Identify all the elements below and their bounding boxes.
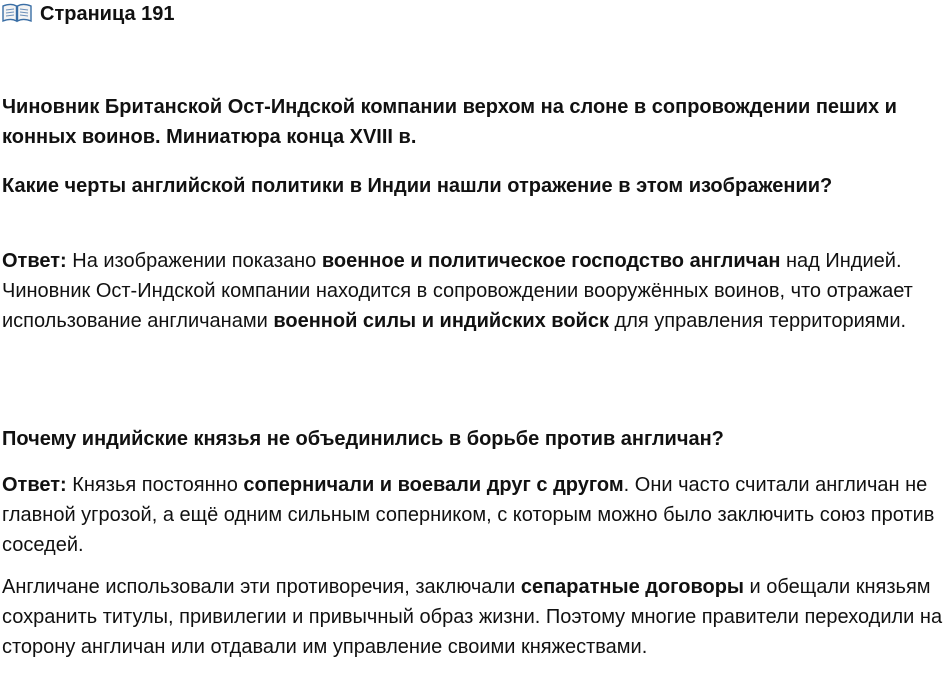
answer-emphasis: военное и политическое господство англичан	[321, 250, 781, 272]
answer-2	[2, 470, 947, 560]
page-header	[2, 0, 947, 28]
answer-2-continued	[2, 572, 947, 662]
answer-text: для управления территориями.	[608, 310, 907, 332]
answer-text: На изображении показано	[66, 250, 322, 272]
open-book-icon	[2, 3, 32, 23]
question-2: Почему индийские князья не объединились в борьбе против англичан?	[2, 428, 724, 450]
answer-1	[2, 246, 947, 336]
answer-emphasis: сепаратные договоры	[520, 576, 744, 598]
answer-emphasis: соперничали и воевали друг с другом	[243, 474, 624, 496]
answer-text: . Они часто считали англичан не главной угрозой, а ещё одним сильным соперником, с которым можно было заключить союз против соседей.	[2, 474, 935, 556]
page-title: Страница 191	[40, 2, 175, 25]
question-1: Какие черты английской политики в Индии нашли отражение в этом изображении?	[2, 175, 833, 197]
answer-emphasis: военной силы и индийских войск	[273, 310, 609, 332]
answer-label: Ответ:	[2, 474, 67, 496]
answer-text: Князья постоянно	[66, 474, 244, 496]
answer-text: Англичане использовали эти противоречия, заключали	[2, 576, 521, 598]
answer-label: Ответ:	[2, 250, 67, 272]
answer-text: над Индией. Чиновник Ост-Индской компании находится в сопровождении вооружённых воинов, что отражает использование англичанами	[2, 250, 913, 332]
image-caption: Чиновник Британской Ост-Индской компании верхом на слоне в сопровождении пеших и конных воинов. Миниатюра конца XVIII в.	[2, 96, 897, 148]
answer-text: и обещали князьям сохранить титулы, привилегии и привычный образ жизни. Поэтому многие правители переходили на сторону англичан или отдавали им управление своими княжествами.	[2, 576, 943, 658]
